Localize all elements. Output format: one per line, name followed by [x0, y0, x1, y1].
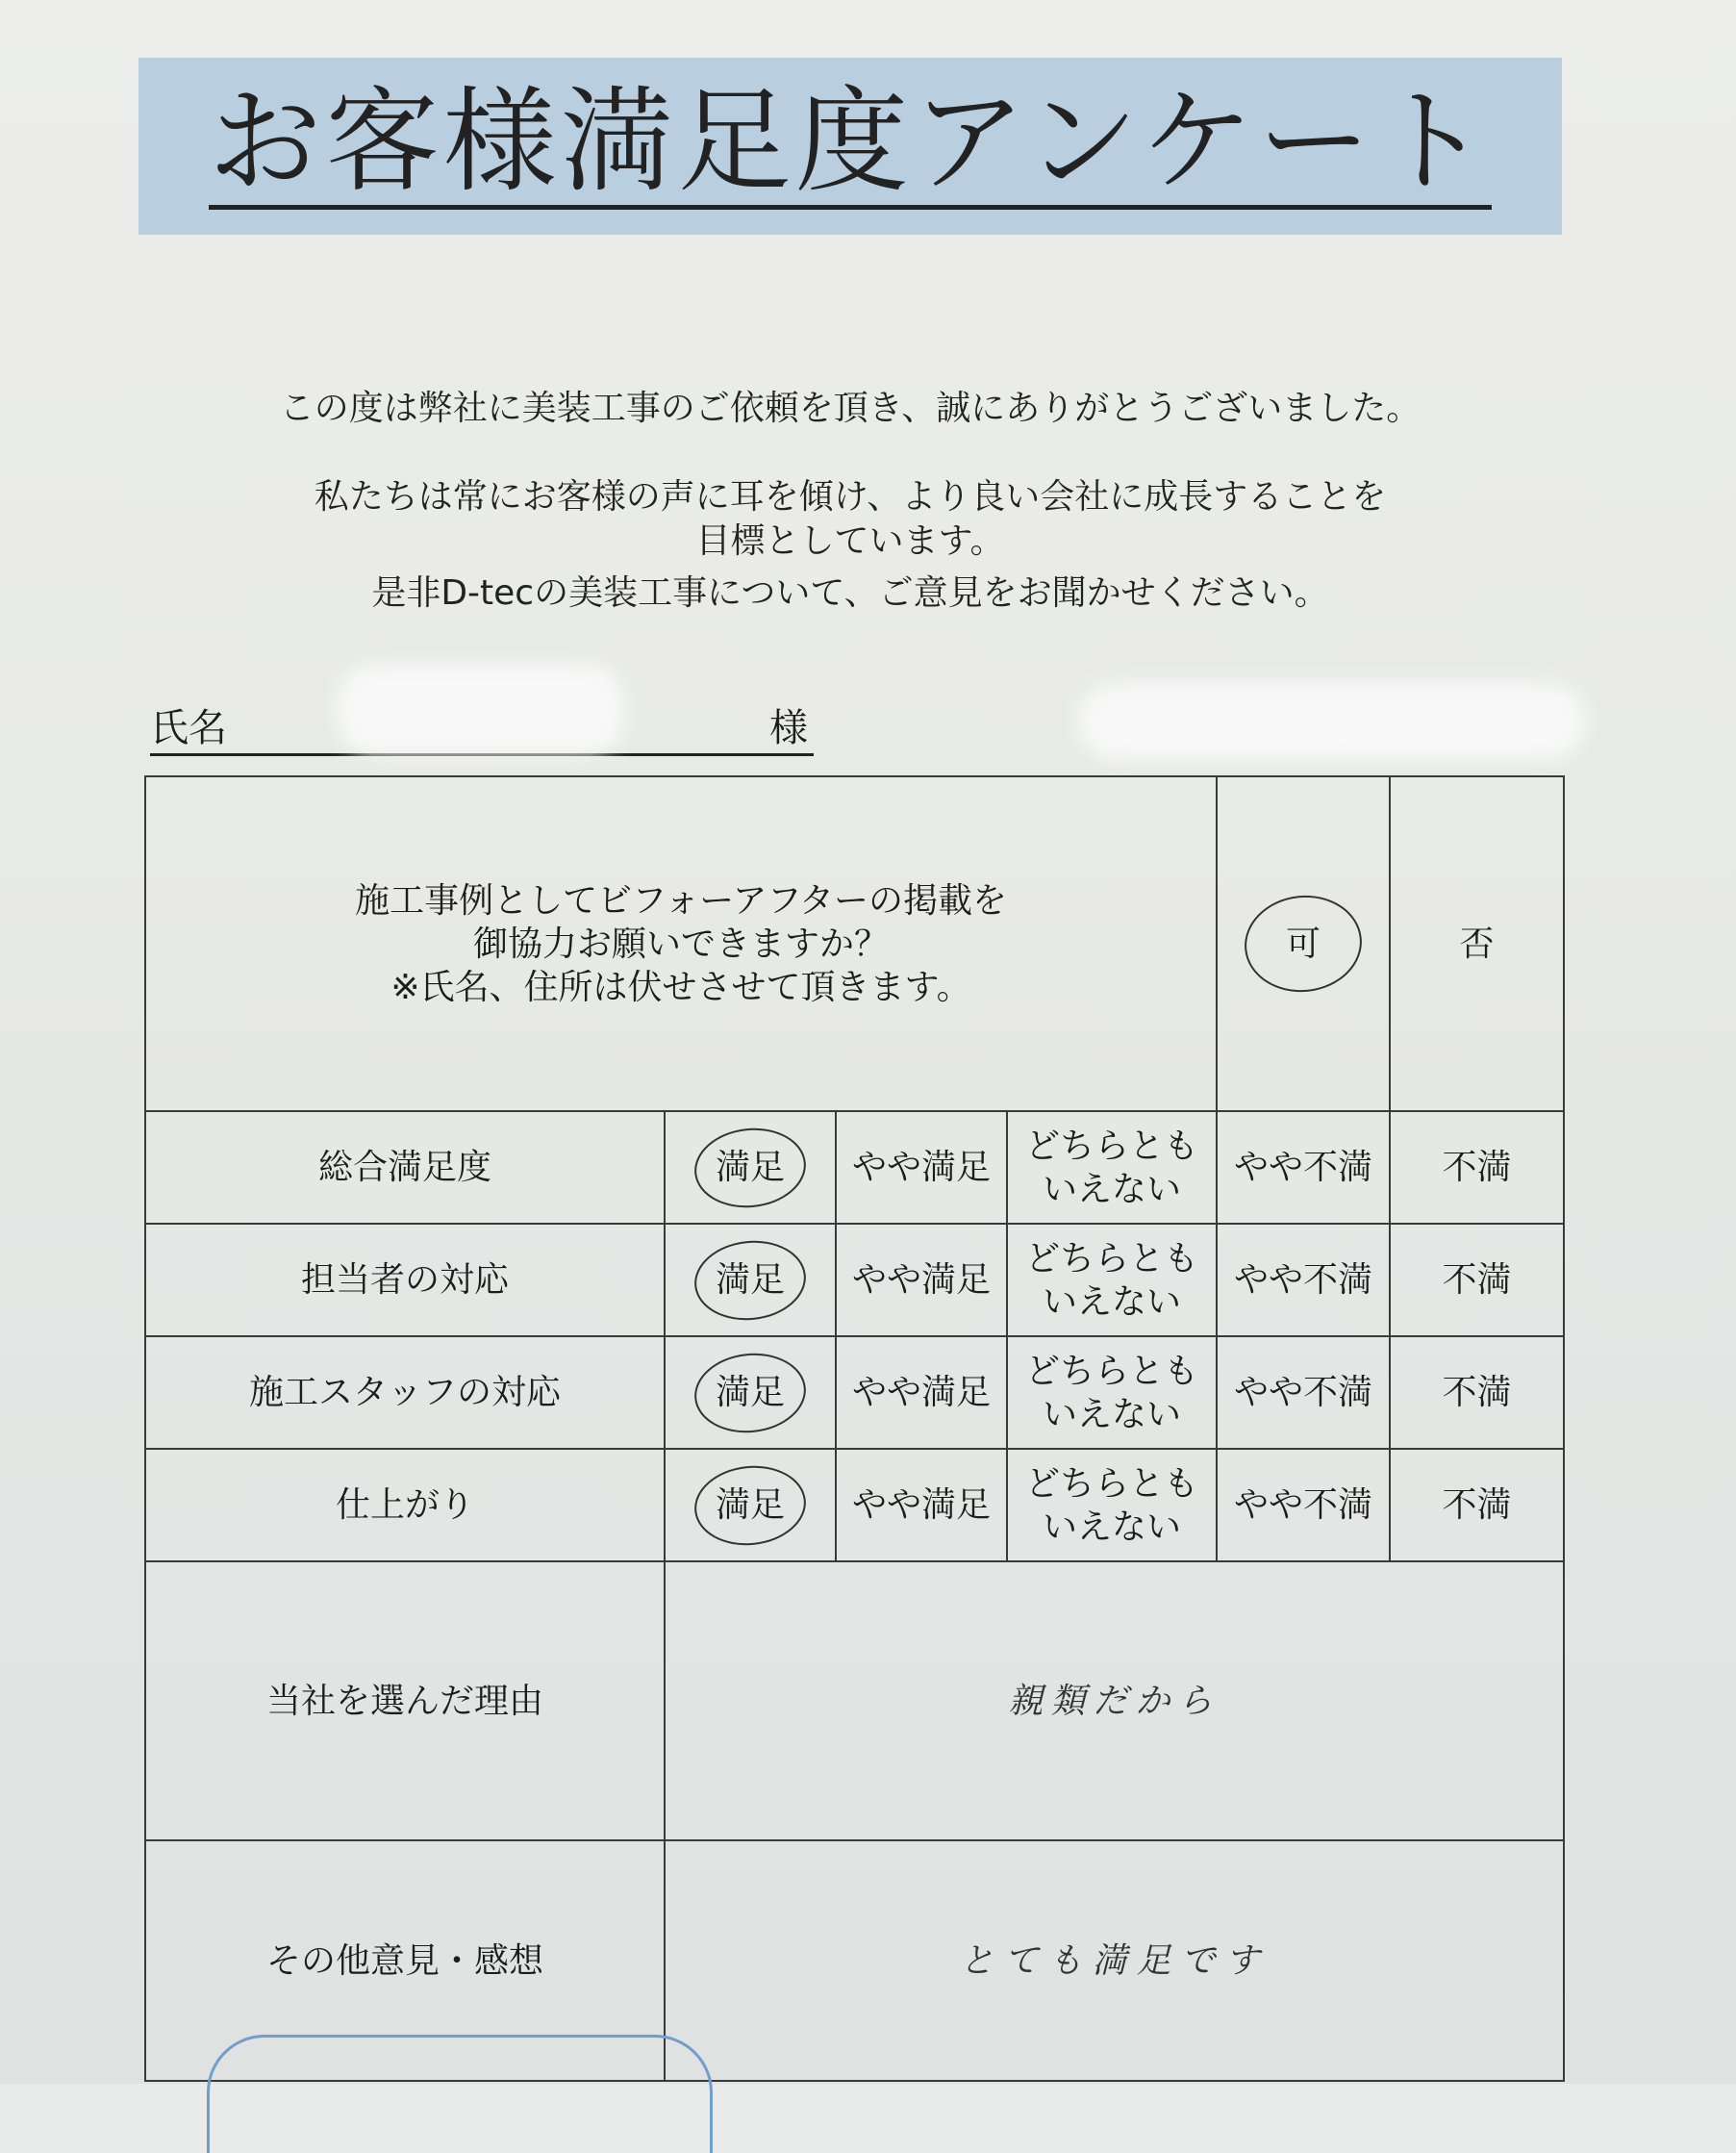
reason-answer[interactable]: 親類だから	[665, 1561, 1564, 1840]
option-label: やや満足	[851, 1373, 991, 1412]
rating-row-label: 担当者の対応	[145, 1224, 665, 1336]
option-somewhat-satisfied[interactable]	[836, 1111, 1007, 1224]
option-label: いえない	[1043, 1281, 1182, 1322]
option-neutral[interactable]	[1007, 1111, 1217, 1224]
option-somewhat-satisfied[interactable]	[836, 1449, 1007, 1561]
reason-label: 当社を選んだ理由	[145, 1561, 665, 1840]
option-dissatisfied[interactable]	[1390, 1224, 1564, 1336]
option-satisfied[interactable]	[665, 1224, 836, 1336]
comments-answer[interactable]: とても満足です	[665, 1840, 1564, 2081]
publish-yes-label: 可	[1286, 924, 1321, 964]
rating-row	[145, 1336, 1564, 1449]
page-title	[138, 58, 1562, 235]
hand-drawn-circle	[1240, 890, 1367, 998]
option-satisfied[interactable]	[665, 1111, 836, 1224]
page-title-text: お客様満足度アンケート	[209, 83, 1493, 211]
option-satisfied[interactable]	[665, 1449, 836, 1561]
option-neutral[interactable]	[1007, 1449, 1217, 1561]
name-label: 氏名	[150, 706, 227, 750]
option-label: どちらとも	[1025, 1463, 1199, 1504]
hand-drawn-circle	[691, 1348, 810, 1438]
option-label: やや不満	[1234, 1485, 1373, 1525]
option-dissatisfied[interactable]	[1390, 1449, 1564, 1561]
publish-question-line: 施工事例としてビフォーアフターの掲載を	[355, 880, 1007, 921]
rating-row-label: 仕上がり	[145, 1449, 665, 1561]
option-label: いえない	[1043, 1507, 1182, 1547]
option-label: やや満足	[851, 1485, 991, 1525]
option-label: どちらとも	[1025, 1126, 1199, 1166]
intro-line-1: この度は弊社に美装工事のご依頼を頂き、誠にありがとうございました。	[279, 389, 1422, 428]
option-somewhat-dissatisfied[interactable]	[1217, 1111, 1390, 1224]
option-neutral[interactable]	[1007, 1224, 1217, 1336]
option-label: やや満足	[851, 1260, 991, 1300]
option-label: 不満	[1442, 1373, 1512, 1412]
option-label: 満足	[715, 1373, 785, 1412]
rating-row-label: 施工スタッフの対応	[145, 1336, 665, 1449]
option-label: いえない	[1043, 1169, 1182, 1209]
option-label: やや不満	[1234, 1148, 1373, 1187]
option-label: やや不満	[1234, 1260, 1373, 1300]
hand-drawn-circle	[691, 1123, 810, 1213]
hand-drawn-circle	[691, 1235, 810, 1326]
intro-line-4: 是非D-tecの美装工事について、ご意見をお聞かせください。	[371, 573, 1329, 613]
option-label: 不満	[1442, 1148, 1512, 1187]
publish-question	[145, 776, 1217, 1111]
survey-table	[144, 775, 1565, 2082]
publish-no-option[interactable]	[1390, 776, 1564, 1111]
intro-line-3: 目標としています。	[695, 521, 1005, 561]
rating-row	[145, 1224, 1564, 1336]
option-label: どちらとも	[1025, 1238, 1199, 1279]
reason-row	[145, 1561, 1564, 1840]
option-somewhat-satisfied[interactable]	[836, 1336, 1007, 1449]
option-label: 満足	[715, 1148, 785, 1187]
option-label: 不満	[1442, 1485, 1512, 1525]
hand-drawn-circle	[691, 1460, 810, 1551]
rating-row-label: 総合満足度	[145, 1111, 665, 1224]
rating-row	[145, 1449, 1564, 1561]
option-label: やや不満	[1234, 1373, 1373, 1412]
comments-label: その他意見・感想	[145, 1840, 665, 2081]
option-label: いえない	[1043, 1394, 1182, 1434]
publish-no-label: 否	[1459, 924, 1495, 964]
option-somewhat-satisfied[interactable]	[836, 1224, 1007, 1336]
redacted-address	[1077, 683, 1587, 760]
publish-yes-option[interactable]	[1217, 776, 1390, 1111]
publish-question-line: ※氏名、住所は伏せさせて頂きます。	[390, 967, 971, 1007]
option-label: 不満	[1442, 1260, 1512, 1300]
publish-consent-row	[145, 776, 1564, 1111]
option-somewhat-dissatisfied[interactable]	[1217, 1449, 1390, 1561]
cloud-illustration	[207, 2035, 713, 2153]
intro-line-2: 私たちは常にお客様の声に耳を傾け、より良い会社に成長することを	[314, 477, 1387, 517]
option-label: やや満足	[851, 1148, 991, 1187]
option-label: 満足	[715, 1260, 785, 1300]
option-somewhat-dissatisfied[interactable]	[1217, 1224, 1390, 1336]
publish-question-line: 御協力お願いできますか？	[473, 924, 890, 964]
option-dissatisfied[interactable]	[1390, 1336, 1564, 1449]
redacted-name	[337, 664, 625, 755]
option-somewhat-dissatisfied[interactable]	[1217, 1336, 1390, 1449]
rating-row	[145, 1111, 1564, 1224]
option-neutral[interactable]	[1007, 1336, 1217, 1449]
option-dissatisfied[interactable]	[1390, 1111, 1564, 1224]
name-honorific: 様	[769, 706, 808, 750]
option-label: 満足	[715, 1485, 785, 1525]
option-label: どちらとも	[1025, 1351, 1199, 1391]
option-satisfied[interactable]	[665, 1336, 836, 1449]
